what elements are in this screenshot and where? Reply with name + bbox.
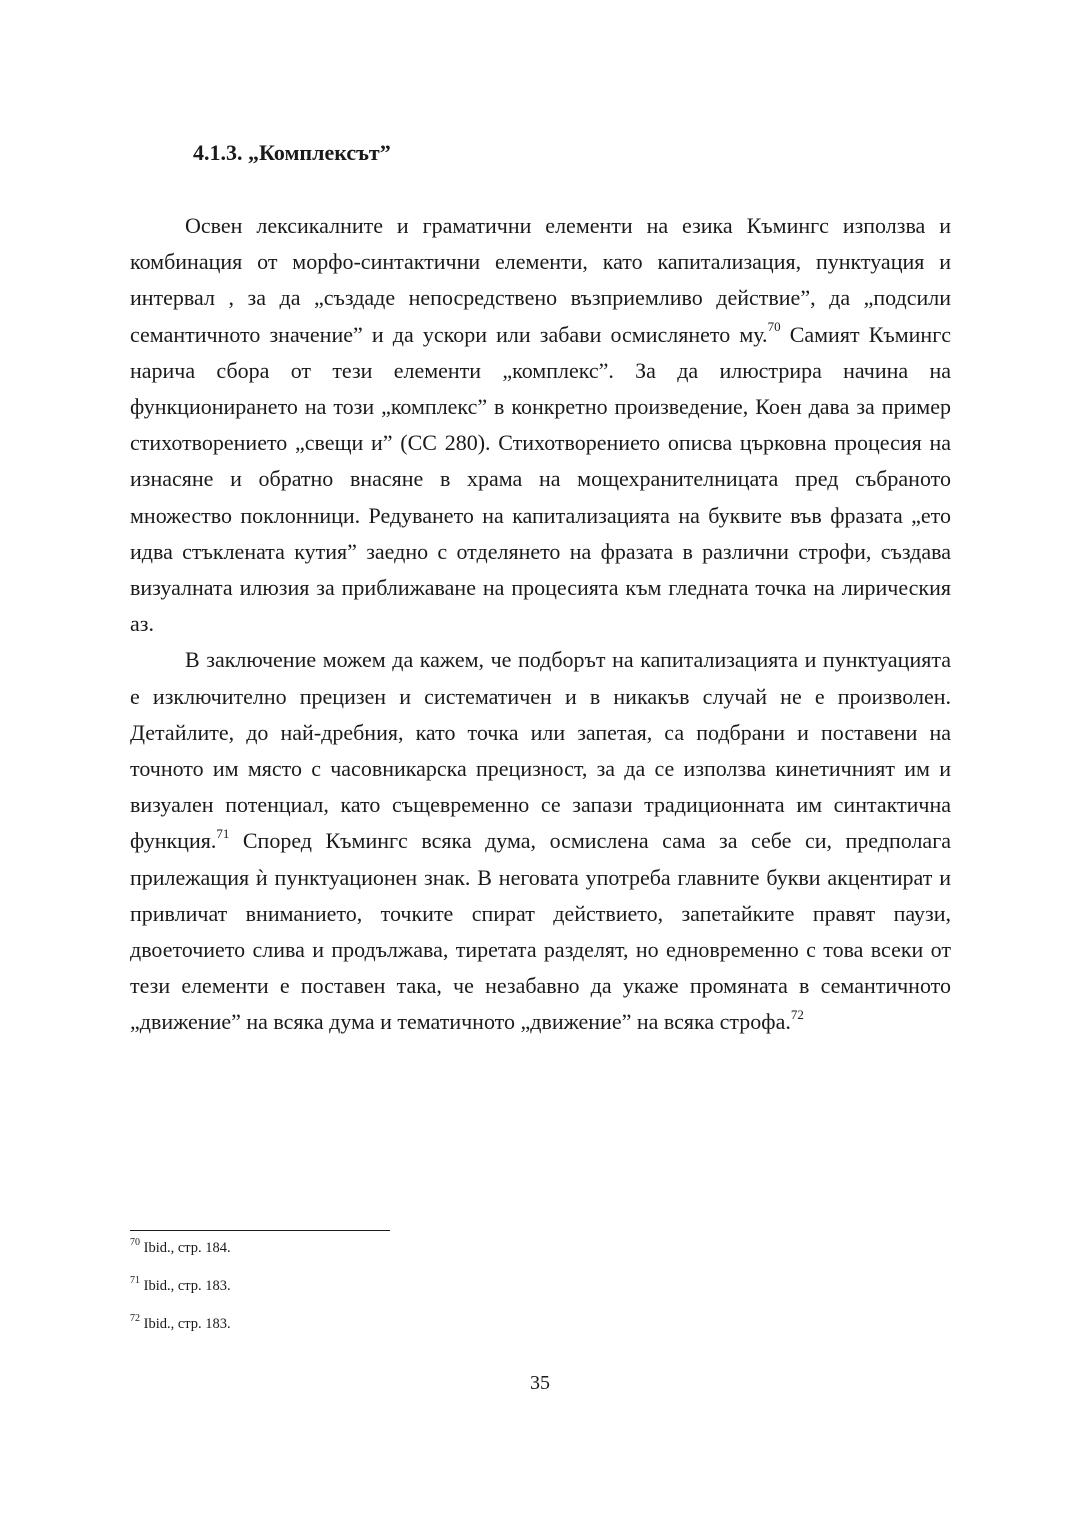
footnote-ref-71[interactable]: 71 bbox=[216, 826, 230, 842]
footnote-72 bbox=[130, 1314, 950, 1334]
footnote-text: Ibid., стр. 183. bbox=[140, 1316, 231, 1332]
footnote-number: 72 bbox=[130, 1313, 140, 1325]
footnote-ref-72[interactable]: 72 bbox=[790, 1007, 804, 1023]
paragraph-1-text-b: Самият Къмингс нарича сбора от тези елементи „комплекс”. За да илюстрира начина на функционирането на този „комплекс” в конкретно произведение, Коен дава за пример стихотворението „свещи и” (CC 280). Стихотворението описва църковна процесия на изнасяне и обратно внасяне в храма на мощехранителницата пред събраното множество поклонници. Редуването на капитализацията на буквите във фразата „ето идва стъклената кутия” заедно с отделянето на фразата в различни строфи, създава визуалната илюзия за приближаване на процесията към гледната точка на лирическия аз. bbox=[130, 321, 951, 637]
body-text bbox=[130, 208, 951, 1041]
footnote-ref-70[interactable]: 70 bbox=[767, 319, 781, 335]
footnote-number: 71 bbox=[130, 1275, 140, 1287]
page-number: 35 bbox=[530, 1372, 550, 1394]
footnote-text: Ibid., стр. 183. bbox=[140, 1278, 231, 1294]
paragraph-2-text-a: В заключение можем да кажем, че подборът на капитализацията и пунктуацията е изключително прецизен и систематичен и в никакъв случай не е произволен. Детайлите, до най-дребния, като точка или запетая, са подбрани и поставени на точното им място с часовникарска прецизност, за да се използва кинетичният им и визуален потенциал, като същевременно се запази традиционната им синтактична функция. bbox=[130, 647, 951, 854]
footnote-text: Ibid., стр. 184. bbox=[140, 1240, 231, 1256]
paragraph-1 bbox=[130, 208, 951, 642]
footnote-divider bbox=[130, 1230, 390, 1231]
paragraph-1-text-a: Освен лексикалните и граматични елементи на езика Къмингс използва и комбинация от морфо-синтактични елементи, като капитализация, пунктуация и интервал , за да „създаде непосредствено възприемливо действие”, да „подсили семантичното значение” и да ускори или забави осмислянето му. bbox=[130, 213, 951, 347]
footnote-70 bbox=[130, 1238, 950, 1258]
paragraph-2-text-b: Според Къмингс всяка дума, осмислена сама за себе си, предполага прилежащия ѝ пунктуационен знак. В неговата употреба главните букви акцентират и привличат вниманието, точките спират действието, запетайките правят паузи, двоеточието слива и продължава, тиретата разделят, но едновременно с това всеки от тези елементи е поставен така, че незабавно да укаже промяната в семантичното „движение” на всяка дума и тематичното „движение” на всяка строфа. bbox=[130, 828, 951, 1035]
section-heading: 4.1.3. „Комплексът” bbox=[193, 140, 391, 165]
footnote-number: 70 bbox=[130, 1237, 140, 1249]
paragraph-2 bbox=[130, 642, 951, 1040]
footnotes bbox=[130, 1238, 950, 1352]
footnote-71 bbox=[130, 1276, 950, 1296]
